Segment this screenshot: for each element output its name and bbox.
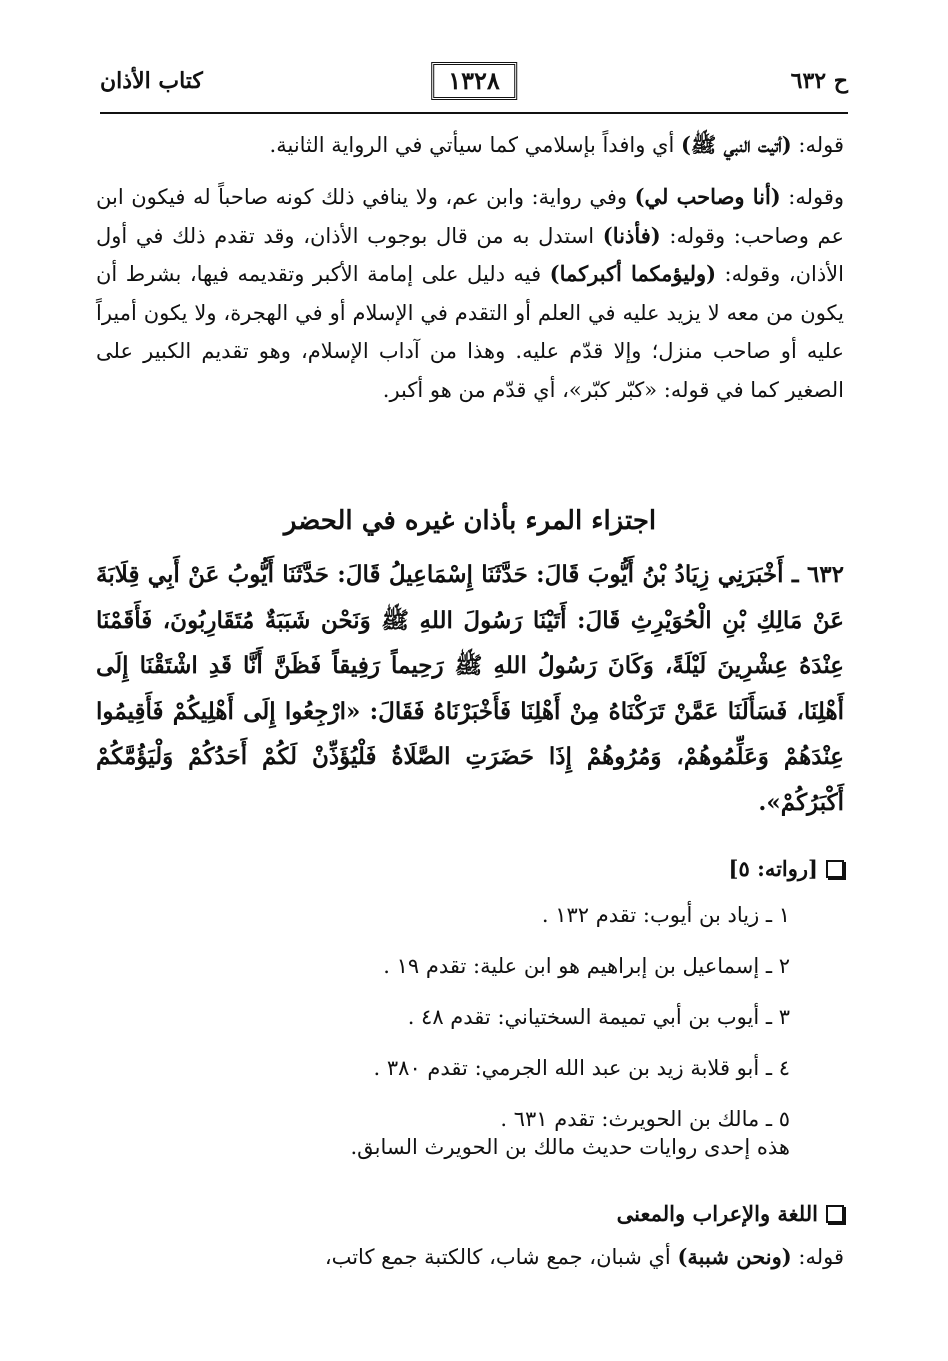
language-title-text: اللغة والإعراب والمعنى <box>616 1201 818 1226</box>
hadith-number-header: ح ٦٣٢ <box>790 68 848 94</box>
chapter-title: كتاب الأذان <box>100 68 203 94</box>
header-rule <box>100 112 848 114</box>
list-item: ٥ ـ مالك بن الحويرث: تقدم ٦٣١ . <box>500 1107 790 1131</box>
narrators-note: هذه إحدى روايات حديث مالك بن الحويرث السابق. <box>350 1135 790 1159</box>
hadith-text: ٦٣٢ ـ أَخْبَرَنِي زِيَادُ بْنُ أَيُّوبَ قَالَ: حَدَّثَنَا إِسْمَاعِيلُ قَالَ: حَدَّثَنَا أَيُّوبُ عَنْ أَبِي قِلَابَةَ عَنْ مَالِكِ بْنِ الْحُوَيْرِثِ قَالَ: أَتَيْنَا رَسُولَ اللهِ ﷺ وَنَحْن شَبَبَةٌ مُتَقَارِبُونَ، فَأَقَمْنَا عِنْدَهُ عِشْرِينَ لَيْلَةً، وَكَانَ رَسُولُ اللهِ ﷺ رَحِيماً رَفِيقاً فَظَنَّ أَنَّا قَدِ اشْتَقْنَا إِلَى أَهْلِنَا، فَسَأَلَنَا عَمَّنْ تَرَكْنَاهُ مِنْ أَهْلِنَا فَأَخْبَرْنَاهُ فَقَالَ: «ارْجِعُوا إِلَى أَهْلِيكُمْ فَأَقِيمُوا عِنْدَهُمْ وَعَلِّمُوهُمْ، وَمُرُوهُمْ إِذَا حَضَرَتِ الصَّلَاةُ فَلْيُؤَذِّنْ لَكُمْ أَحَدُكُمْ وَلْيَؤُمَّكُمْ أَكْبَرُكُمْ». <box>96 561 844 816</box>
list-item: ٤ ـ أبو قلابة زيد بن عبد الله الجرمي: تقدم ٣٨٠ . <box>373 1056 790 1080</box>
narrators-section-title <box>729 856 844 881</box>
narrators-list <box>374 898 790 1153</box>
quoted-phrase: (أنا وصاحب لي) <box>634 184 781 209</box>
language-section-title <box>617 1201 844 1226</box>
text: وقوله: <box>780 185 845 209</box>
text: وفي رواية: وابن عم، ولا ينافي ذلك كونه صاحباً له فيكون ابن عم وصاحب: وقوله: <box>96 185 845 248</box>
narrators-title-text: [رواته: ٥] <box>728 856 818 881</box>
quoted-phrase: (فأذنا) <box>602 222 661 248</box>
text: قوله: <box>791 1245 844 1269</box>
text: فيه دليل على إمامة الأكبر وتقديمه فيها، بشرط أن يكون من معه لا يزيد عليه في العلم أو التقدم في الإسلام أو في الهجرة، ولا يكون أميراً عليه أو صاحب منزل؛ وإلا قدّم عليه. وهذا من آداب الإسلام، وهو تقديم الكبير على الصغير كما في قوله: «كبّر كبّر»، أي قدّم من هو أكبر. <box>96 262 844 402</box>
text: استدل به من قال بوجوب الأذان، وقد تقدم ذلك في أول الأذان، وقوله: <box>96 223 844 286</box>
commentary-paragraph-2 <box>96 178 844 409</box>
text: أي شبان، جمع شاب، كالكتبة جمع كاتب، <box>324 1245 678 1269</box>
page-header <box>100 62 848 106</box>
quoted-phrase: (وليؤمكما أكبركما) <box>549 261 717 286</box>
list-item: ١ ـ زياد بن أيوب: تقدم ١٣٢ . <box>541 903 790 927</box>
chapter-heading: اجتزاء المرء بأذان غيره في الحضر <box>283 506 657 536</box>
list-item: ٢ ـ إسماعيل بن إبراهيم هو ابن علية: تقدم ١٩ . <box>383 954 790 978</box>
page-number: ١٣٢٨ <box>431 62 517 100</box>
quoted-phrase: (ونحن شببة) <box>677 1244 792 1269</box>
text: قوله: <box>791 133 844 157</box>
text: أي وافداً بإسلامي كما سيأتي في الرواية الثانية. <box>269 133 681 157</box>
quoted-phrase: (أتيت النبي ﷺ) <box>680 132 792 157</box>
list-item: ٣ ـ أيوب بن أبي تميمة السختياني: تقدم ٤٨ . <box>407 1005 790 1029</box>
commentary-paragraph-1 <box>96 126 844 165</box>
language-paragraph <box>96 1238 844 1277</box>
checkbox-square-icon <box>826 860 844 878</box>
checkbox-square-icon <box>826 1205 844 1223</box>
